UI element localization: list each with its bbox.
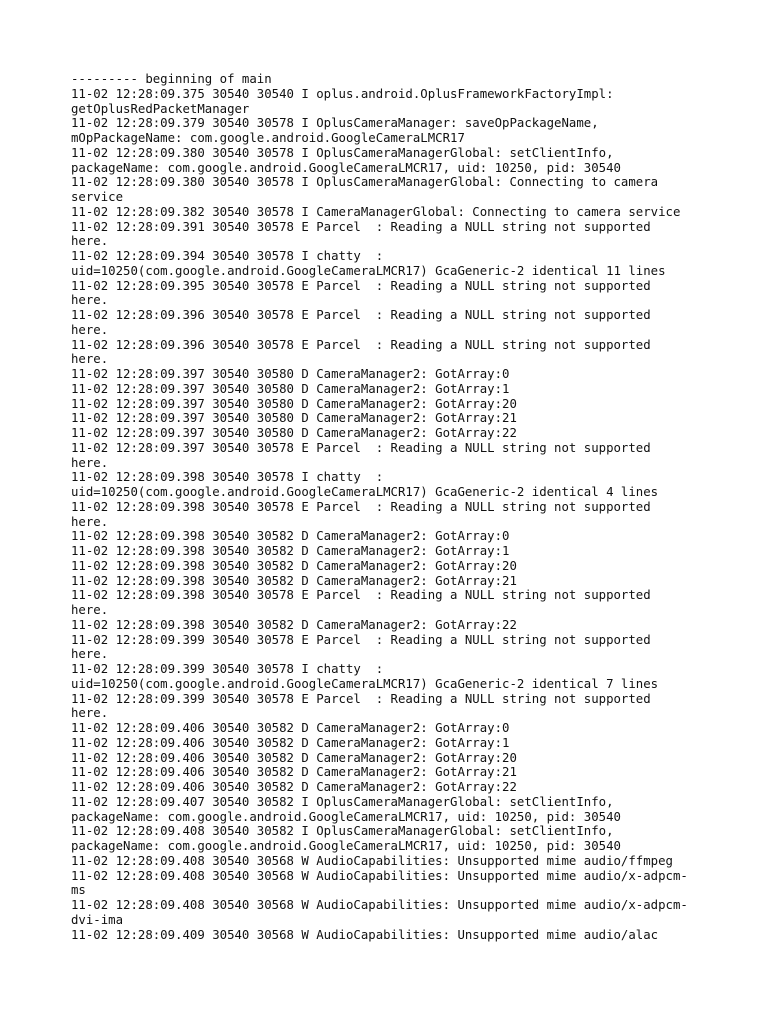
log-line: 11-02 12:28:09.397 30540 30578 E Parcel : Reading a NULL string not supported [71, 440, 651, 455]
log-line: 11-02 12:28:09.398 30540 30582 D CameraManager2: GotArray:22 [71, 617, 517, 632]
log-line: 11-02 12:28:09.375 30540 30540 I oplus.android.OplusFrameworkFactoryImpl: [71, 86, 614, 101]
log-line: ms [71, 883, 86, 898]
log-line: 11-02 12:28:09.406 30540 30582 D CameraManager2: GotArray:1 [71, 735, 510, 750]
log-line: 11-02 12:28:09.398 30540 30582 D CameraManager2: GotArray:21 [71, 573, 517, 588]
log-line: packageName: com.google.android.GoogleCameraLMCR17, uid: 10250, pid: 30540 [71, 160, 621, 175]
log-line: service [71, 190, 124, 204]
log-line: mOpPackageName: com.google.android.GoogleCameraLMCR17 [71, 131, 465, 145]
log-line: 11-02 12:28:09.408 30540 30582 I OplusCameraManagerGlobal: setClientInfo, [71, 824, 614, 839]
log-line: uid=10250(com.google.android.GoogleCameraLMCR17) GcaGeneric-2 identical 11 lines [71, 263, 666, 278]
log-line: --------- beginning of main [71, 72, 272, 86]
log-line: here. [71, 234, 109, 249]
log-line: 11-02 12:28:09.380 30540 30578 I OplusCameraManagerGlobal: Connecting to camera [71, 175, 659, 190]
log-line: 11-02 12:28:09.406 30540 30582 D CameraManager2: GotArray:20 [71, 750, 517, 765]
log-line: 11-02 12:28:09.396 30540 30578 E Parcel : Reading a NULL string not supported [71, 308, 651, 322]
log-line: here. [71, 647, 109, 662]
log-line: packageName: com.google.android.GoogleCameraLMCR17, uid: 10250, pid: 30540 [71, 839, 621, 853]
log-line: here. [71, 293, 109, 308]
log-line: here. [71, 706, 109, 721]
log-text-block [71, 72, 711, 942]
log-line: uid=10250(com.google.android.GoogleCameraLMCR17) GcaGeneric-2 identical 4 lines [71, 485, 659, 499]
log-line: 11-02 12:28:09.408 30540 30568 W AudioCapabilities: Unsupported mime audio/x-adpcm- [71, 868, 688, 883]
log-line: here. [71, 603, 109, 617]
log-line: 11-02 12:28:09.409 30540 30568 W AudioCapabilities: Unsupported mime audio/alac [71, 927, 659, 942]
log-line: 11-02 12:28:09.398 30540 30582 D CameraManager2: GotArray:1 [71, 544, 510, 558]
log-line: 11-02 12:28:09.397 30540 30580 D CameraManager2: GotArray:0 [71, 367, 510, 381]
log-line: 11-02 12:28:09.408 30540 30568 W AudioCapabilities: Unsupported mime audio/x-adpcm- [71, 898, 688, 912]
log-line: 11-02 12:28:09.406 30540 30582 D CameraManager2: GotArray:21 [71, 765, 517, 780]
log-line: here. [71, 514, 109, 529]
log-line: uid=10250(com.google.android.GoogleCameraLMCR17) GcaGeneric-2 identical 7 lines [71, 676, 659, 691]
log-line: 11-02 12:28:09.398 30540 30578 E Parcel : Reading a NULL string not supported [71, 499, 651, 514]
log-line: 11-02 12:28:09.394 30540 30578 I chatty : [71, 249, 384, 263]
log-line: 11-02 12:28:09.407 30540 30582 I OplusCameraManagerGlobal: setClientInfo, [71, 794, 614, 809]
log-line: 11-02 12:28:09.398 30540 30578 I chatty : [71, 470, 384, 485]
log-line: 11-02 12:28:09.398 30540 30582 D CameraManager2: GotArray:20 [71, 558, 517, 573]
log-line: 11-02 12:28:09.398 30540 30578 E Parcel : Reading a NULL string not supported [71, 588, 651, 603]
log-line: 11-02 12:28:09.406 30540 30582 D CameraManager2: GotArray:0 [71, 721, 510, 735]
log-line: 11-02 12:28:09.397 30540 30580 D CameraManager2: GotArray:20 [71, 396, 517, 411]
log-line: 11-02 12:28:09.380 30540 30578 I OplusCameraManagerGlobal: setClientInfo, [71, 145, 614, 160]
log-line: 11-02 12:28:09.399 30540 30578 E Parcel : Reading a NULL string not supported [71, 632, 651, 647]
log-line: 11-02 12:28:09.399 30540 30578 I chatty : [71, 662, 384, 676]
log-line: 11-02 12:28:09.397 30540 30580 D CameraManager2: GotArray:21 [71, 411, 517, 426]
log-line: dvi-ima [71, 912, 124, 927]
log-line: here. [71, 455, 109, 470]
log-line: here. [71, 352, 109, 367]
log-line: 11-02 12:28:09.399 30540 30578 E Parcel : Reading a NULL string not supported [71, 691, 651, 706]
log-line: 11-02 12:28:09.397 30540 30580 D CameraManager2: GotArray:1 [71, 381, 510, 396]
log-line: getOplusRedPacketManager [71, 101, 250, 116]
log-line: 11-02 12:28:09.396 30540 30578 E Parcel : Reading a NULL string not supported [71, 337, 651, 352]
log-line: 11-02 12:28:09.395 30540 30578 E Parcel : Reading a NULL string not supported [71, 278, 651, 293]
log-line: here. [71, 322, 109, 337]
log-line: packageName: com.google.android.GoogleCameraLMCR17, uid: 10250, pid: 30540 [71, 809, 621, 824]
log-line: 11-02 12:28:09.379 30540 30578 I OplusCameraManager: saveOpPackageName, [71, 116, 599, 131]
log-line: 11-02 12:28:09.408 30540 30568 W AudioCapabilities: Unsupported mime audio/ffmpeg [71, 853, 673, 868]
log-line: 11-02 12:28:09.398 30540 30582 D CameraManager2: GotArray:0 [71, 529, 510, 544]
log-line: 11-02 12:28:09.391 30540 30578 E Parcel : Reading a NULL string not supported [71, 219, 651, 234]
log-line: 11-02 12:28:09.397 30540 30580 D CameraManager2: GotArray:22 [71, 426, 517, 440]
log-line: 11-02 12:28:09.382 30540 30578 I CameraManagerGlobal: Connecting to camera service [71, 204, 681, 219]
log-line: 11-02 12:28:09.406 30540 30582 D CameraManager2: GotArray:22 [71, 780, 517, 794]
